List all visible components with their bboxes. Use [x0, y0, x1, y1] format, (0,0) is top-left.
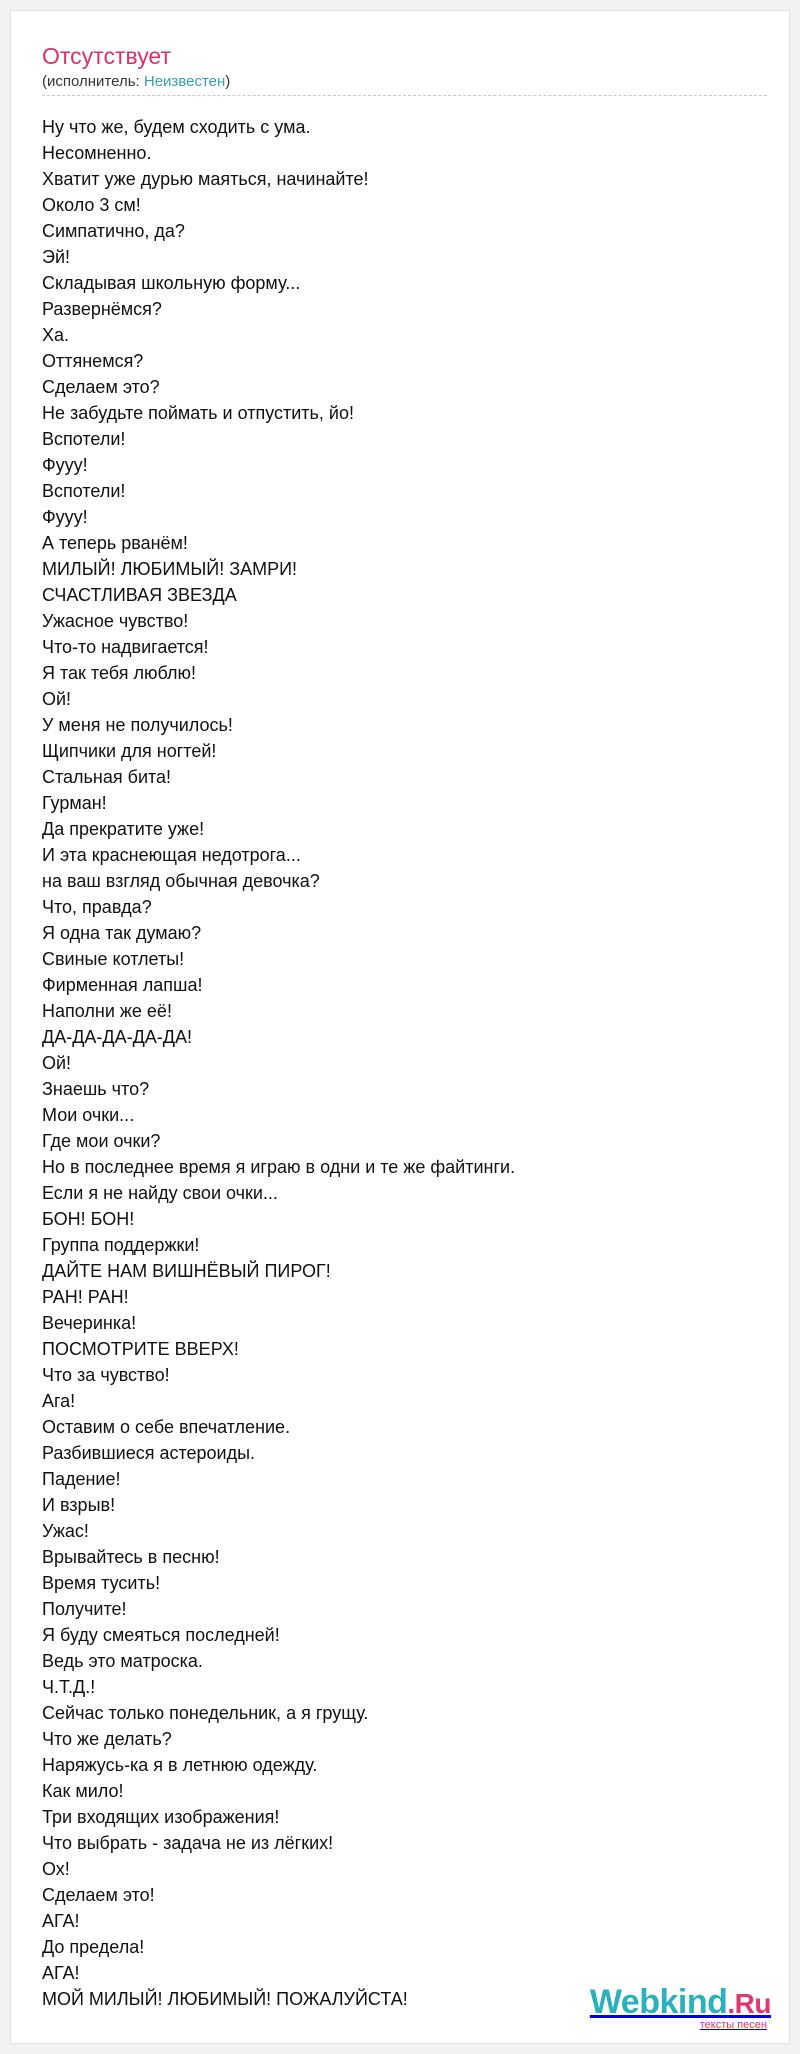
lyric-line: СЧАСТЛИВАЯ ЗВЕЗДА — [42, 585, 237, 605]
lyric-line: Три входящих изображения! — [42, 1807, 280, 1827]
lyric-line: Ой! — [42, 1053, 72, 1073]
lyric-line: Не забудьте поймать и отпустить, йо! — [42, 403, 354, 423]
lyric-line: Группа поддержки! — [42, 1235, 200, 1255]
lyric-line: МИЛЫЙ! ЛЮБИМЫЙ! ЗАМРИ! — [42, 559, 298, 579]
lyric-line: Оттянемся? — [42, 351, 144, 371]
lyric-line: Ха. — [42, 325, 70, 345]
lyric-line: Сейчас только понедельник, а я грущу. — [42, 1703, 369, 1723]
lyric-line: Врывайтесь в песню! — [42, 1547, 220, 1567]
lyric-line: Вспотели! — [42, 429, 126, 449]
lyric-line: Я буду смеяться последней! — [42, 1625, 280, 1645]
lyric-line: Где мои очки? — [42, 1131, 161, 1151]
webkind-logo[interactable] — [590, 1985, 771, 2031]
lyric-line: Фирменная лапша! — [42, 975, 203, 995]
lyric-line: Фууу! — [42, 507, 88, 527]
lyric-line: Я так тебя люблю! — [42, 663, 196, 683]
lyric-line: Если я не найду свои очки... — [42, 1183, 278, 1203]
lyrics-text — [42, 114, 762, 2012]
lyric-line: Эй! — [42, 247, 70, 267]
performer-prefix: (исполнитель: — [42, 73, 144, 90]
lyric-line: Да прекратите уже! — [42, 819, 205, 839]
lyric-line: РАН! РАН! — [42, 1287, 129, 1307]
lyric-line: Что-то надвигается! — [42, 637, 209, 657]
lyric-line: У меня не получилось! — [42, 715, 233, 735]
lyric-line: Ведь это матроска. — [42, 1651, 203, 1671]
song-title: Отсутствует — [42, 43, 171, 69]
performer-suffix: ) — [225, 73, 231, 90]
lyric-line: Разбившиеся астероиды. — [42, 1443, 256, 1463]
performer-link[interactable]: Неизвестен — [143, 73, 226, 90]
lyric-line: Развернёмся? — [42, 299, 162, 319]
lyric-line: ПОСМОТРИТЕ ВВЕРХ! — [42, 1339, 239, 1359]
lyric-line: Ч.Т.Д.! — [42, 1677, 96, 1697]
lyric-line: Наряжусь-ка я в летнюю одежду. — [42, 1755, 318, 1775]
performer-line — [42, 74, 230, 89]
lyric-line: АГА! — [42, 1911, 80, 1931]
lyric-line: Падение! — [42, 1469, 121, 1489]
lyric-line: До предела! — [42, 1937, 145, 1957]
lyric-line: Что же делать? — [42, 1729, 172, 1749]
logo-wordmark — [590, 1985, 771, 2019]
lyric-line: БОН! БОН! — [42, 1209, 135, 1229]
lyric-line: Симпатично, да? — [42, 221, 185, 241]
lyric-line: Сделаем это! — [42, 1885, 155, 1905]
lyric-line: Получите! — [42, 1599, 127, 1619]
lyric-line: Я одна так думаю? — [42, 923, 202, 943]
lyric-line: Мои очки... — [42, 1105, 135, 1125]
lyric-line: Что за чувство! — [42, 1365, 170, 1385]
lyric-line: Что выбрать - задача не из лёгких! — [42, 1833, 334, 1853]
lyric-line: Щипчики для ногтей! — [42, 741, 217, 761]
lyric-line: МОЙ МИЛЫЙ! ЛЮБИМЫЙ! ПОЖАЛУЙСТА! — [42, 1989, 408, 2009]
lyric-line: И эта краснеющая недотрога... — [42, 845, 301, 865]
lyric-line: Стальная бита! — [42, 767, 172, 787]
lyric-line: Но в последнее время я играю в одни и те же файтинги. — [42, 1157, 516, 1177]
logo-tagline: тексты песен — [699, 2019, 767, 2031]
header-divider — [42, 95, 767, 96]
lyric-line: Сделаем это? — [42, 377, 160, 397]
lyric-line: Около 3 см! — [42, 195, 141, 215]
lyric-line: Как мило! — [42, 1781, 124, 1801]
page-container — [10, 10, 790, 2044]
lyric-line: Время тусить! — [42, 1573, 161, 1593]
lyric-line: Оставим о себе впечатление. — [42, 1417, 291, 1437]
logo-web-part: Web — [589, 1983, 660, 2021]
lyric-line: Гурман! — [42, 793, 107, 813]
lyric-line: ДА-ДА-ДА-ДА-ДА! — [42, 1027, 192, 1047]
lyric-line: А теперь рванём! — [42, 533, 188, 553]
lyric-line: Складывая школьную форму... — [42, 273, 301, 293]
lyric-line: АГА! — [42, 1963, 80, 1983]
lyric-line: Ну что же, будем сходить с ума. — [42, 117, 311, 137]
lyric-line: Фууу! — [42, 455, 88, 475]
logo-ru-part: .Ru — [727, 1988, 771, 2019]
lyric-line: Вспотели! — [42, 481, 126, 501]
lyric-line: Несомненно. — [42, 143, 152, 163]
lyric-line: Ужас! — [42, 1521, 89, 1541]
lyric-line: Ужасное чувство! — [42, 611, 189, 631]
logo-kind-part: kind — [659, 1983, 728, 2021]
lyric-line: Что, правда? — [42, 897, 152, 917]
lyric-line: Ой! — [42, 689, 72, 709]
lyric-line: Знаешь что? — [42, 1079, 150, 1099]
lyric-line: на ваш взгляд обычная девочка? — [42, 871, 320, 891]
lyric-line: Свиные котлеты! — [42, 949, 185, 969]
lyric-line: Вечеринка! — [42, 1313, 137, 1333]
lyric-line: ДАЙТЕ НАМ ВИШНЁВЫЙ ПИРОГ! — [42, 1261, 331, 1281]
lyric-line: Ага! — [42, 1391, 76, 1411]
lyric-line: И взрыв! — [42, 1495, 116, 1515]
lyric-line: Наполни же её! — [42, 1001, 172, 1021]
lyric-line: Хватит уже дурью маяться, начинайте! — [42, 169, 369, 189]
lyric-line: Ох! — [42, 1859, 70, 1879]
